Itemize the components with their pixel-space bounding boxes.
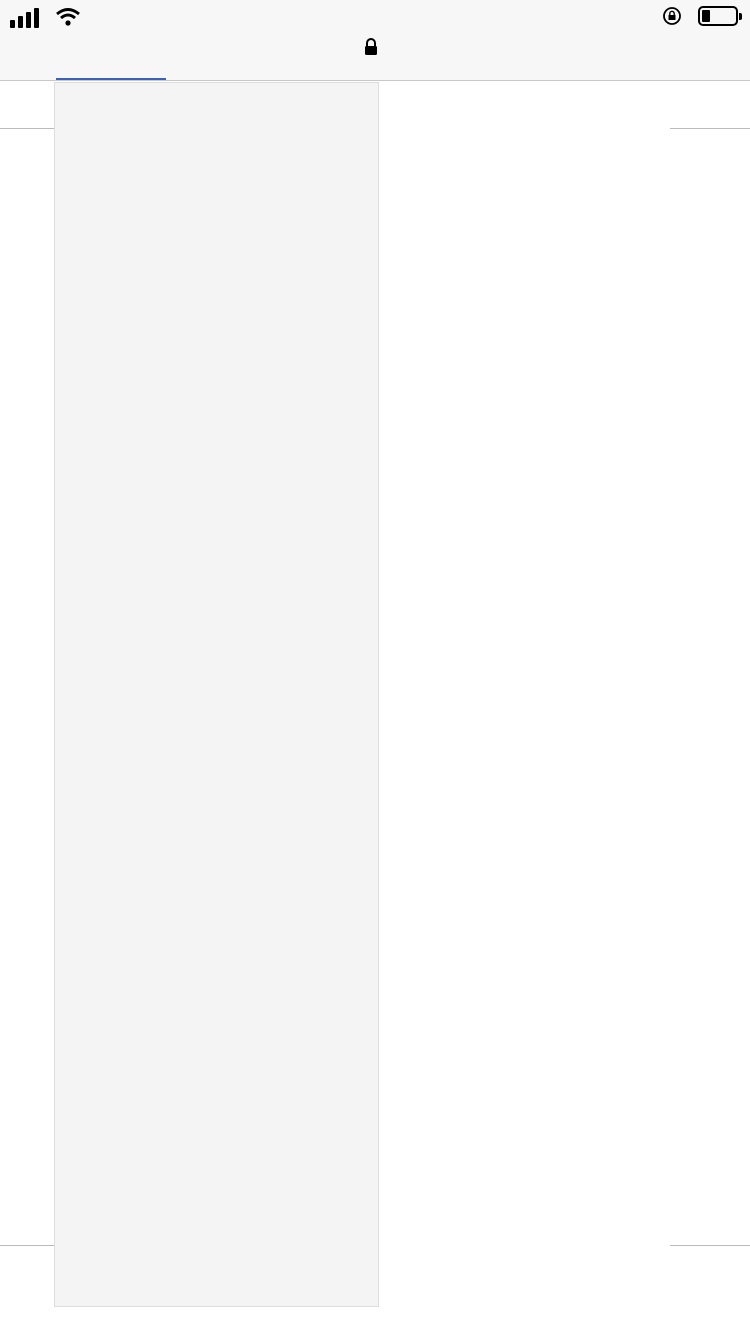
product-instructions xyxy=(64,846,374,868)
divider xyxy=(0,128,54,129)
wifi-icon xyxy=(55,7,81,27)
battery-icon xyxy=(698,6,738,26)
signal-icon xyxy=(10,6,39,28)
divider xyxy=(670,128,750,129)
divider xyxy=(670,1245,750,1246)
tab-indicator xyxy=(56,78,166,80)
rotation-lock-icon xyxy=(662,6,682,26)
status-bar xyxy=(0,0,750,81)
right-panel xyxy=(380,82,670,1307)
status-right xyxy=(662,6,738,26)
divider xyxy=(0,1245,54,1246)
address-bar[interactable] xyxy=(0,38,750,56)
carrier-group xyxy=(10,6,81,28)
lock-icon xyxy=(364,38,378,56)
problem-card xyxy=(54,82,379,1307)
